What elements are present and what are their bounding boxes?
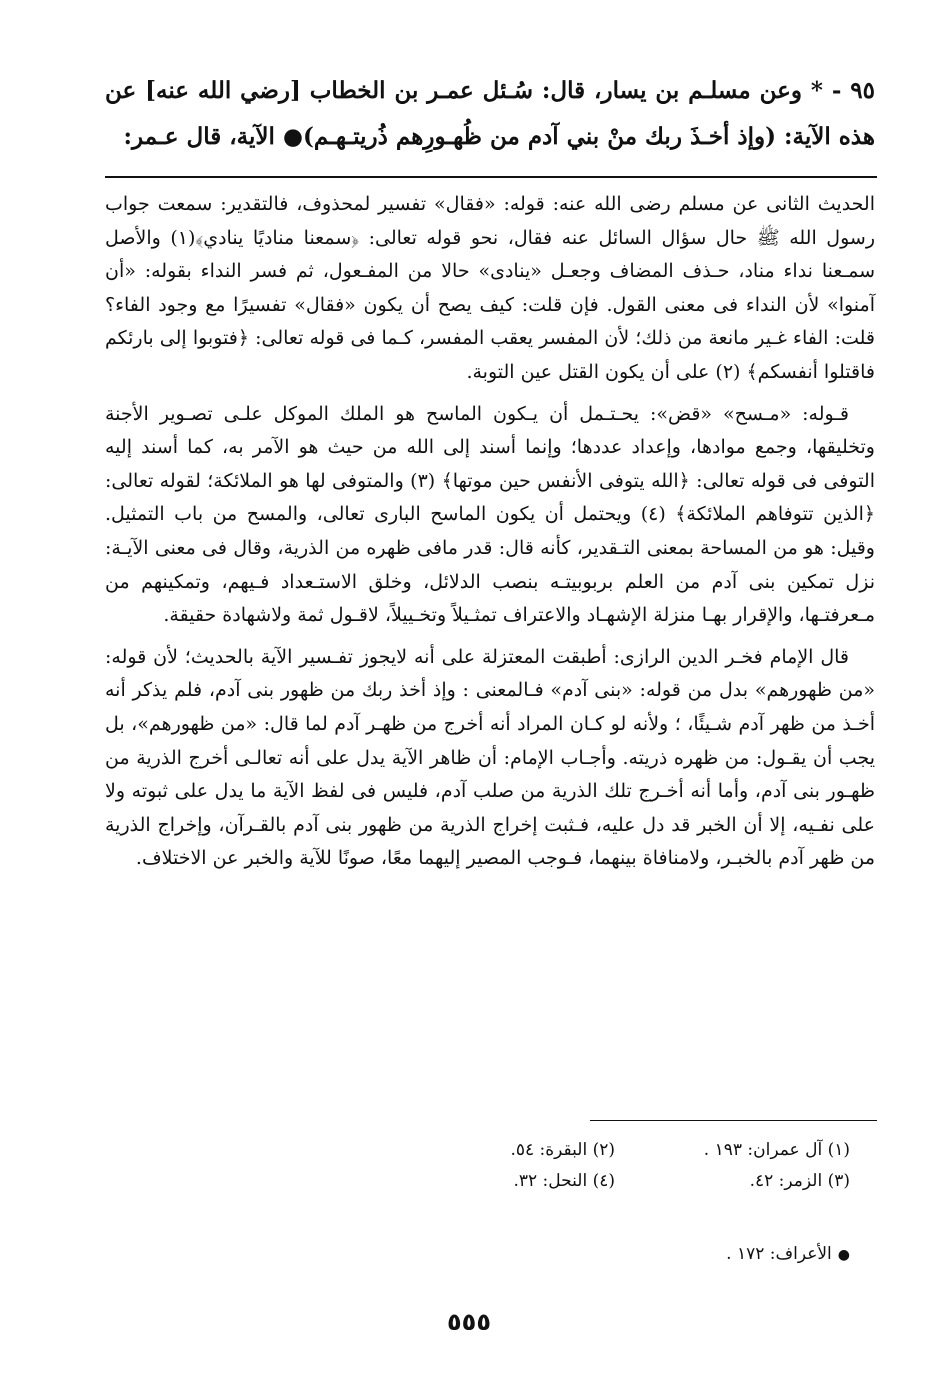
commentary	[105, 188, 875, 882]
footnote-row	[380, 1166, 850, 1197]
footnotes	[380, 1135, 850, 1197]
footnote-1: (١) آل عمران: ١٩٣ .	[703, 1140, 850, 1160]
separator-rule	[105, 176, 877, 178]
footnote-4: (٤) النحل: ٣٢.	[513, 1171, 615, 1191]
footnote-3: (٣) الزمر: ٤٢.	[749, 1171, 850, 1191]
commentary-paragraph-3: قال الإمام فخـر الدين الرازى: أطبقت المعتزلة على أنه لايجوز تفـسير الآية بالحديث؛ لأن قوله: «من ظهورهم» بدل من قوله: «بنى آدم» فـالمعنى : وإذ أخذ ربك من ظهور بنى آدم، فلم يذكر أنه أخـذ من ظهر آدم شـيئًا، ؛ ولأنه لو كـان المراد أنه أخرج من ظهـر آدم لما قال: «من ظهورهم»، بل يجب أن يقـول: من ظهره ذريته. وأجـاب الإمام: أن ظاهر الآية يدل على أنه تعالـى أخرج الذرية من ظهـور بنى آدم، وأما أنه أخـرج تلك الذرية من صلب آدم، فليس فى لفظ الآية ما يدل على ثبوته ولا على نفـيه، إلا أن الخبر قد دل عليه، فـثبت إخراج الذرية من ظهور بنى آدم بالقـرآن، وإخراج الذرية من ظهر آدم بالخبـر، ولامنافاة بينهما، فـوجب المصير إليهما معًا، صونًا للآية والخبر عن الاختلاف.	[105, 645, 875, 870]
commentary-paragraph-1: الحديث الثانى عن مسلم رضى الله عنه: قوله: «فقال» تفسير لمحذوف، فالتقدير: سمعت جواب رسول الله ﷺ حال سؤال السائل عنه فقال، نحو قوله تعالى: ﴿سمعنا مناديًا ينادي﴾(١) والأصل سمـعنا نداء مناد، حـذف المضاف وجعـل «ينادى» حالا من المفـعول، ثم فسر النداء بقوله: «أن آمنوا» لأن النداء فى معنى القول. فإن قلت: كيف يصح أن يكون «فقال» تفسيرًا مع وجود الفاء؟ قلت: الفاء غـير مانعة من ذلك؛ لأن المفسر يعقب المفسر، كـما فى قوله تعالى: ﴿فتوبوا إلى بارئكم فاقتلوا أنفسكم﴾ (٢) على أن يكون القتل عين التوبة.	[105, 193, 875, 383]
verse-reference-text: الأعراف: ١٧٢ .	[726, 1244, 832, 1264]
footnote-rule	[590, 1120, 877, 1121]
footnote-row	[380, 1135, 850, 1166]
bullet-icon: ●	[837, 1247, 850, 1263]
footnote-2: (٢) البقرة: ٥٤.	[510, 1140, 615, 1160]
page-number: ٥٥٥	[447, 1308, 491, 1336]
commentary-paragraph-2: قـوله: «مـسح» «قض»: يحـتـمل أن يـكون الماسح هو الملك الموكل علـى تصـوير الأجنة وتخليقها، وجمع موادها، وإعداد عددها؛ وإنما أسند إلى الله من حيث هو الآمر به، كما أسند إليه التوفى فى قوله تعالى: ﴿الله يتوفى الأنفس حين موتها﴾ (٣) والمتوفى لها هو الملائكة؛ لقوله تعالى: ﴿الذين تتوفاهم الملائكة﴾ (٤) ويحتمل أن يكون الماسح البارى تعالى، والمسح من باب التمثيل. وقيل: هو من المساحة بمعنى التـقدير، كأنه قال: قدر مافى ظهره من الذرية، وقال فى معنى الآيـة: نزل تمكين بنى آدم من العلم بربوبيتـه بنصب الدلائل، وخلق الاستـعداد فـيهم، وتمكينهم من مـعرفتـها، والإقرار بهـا منزلة الإشهـاد والاعتراف تمثـيلاً وتخـييلاً، لاقـول ثمة ولاشهادة حقيقة.	[105, 402, 875, 627]
hadith-text: ٩٥ - * وعن مسلـم بن يسار، قال: سُـئل عمـر بن الخطاب [رضي الله عنه] عن هذه الآية: (وإذ أخـذَ ربك منْ بني آدم من ظُهـورِهم ذُريتـهـم)● الآية، قال عـمر:	[105, 77, 875, 150]
verse-reference-note	[600, 1244, 850, 1264]
